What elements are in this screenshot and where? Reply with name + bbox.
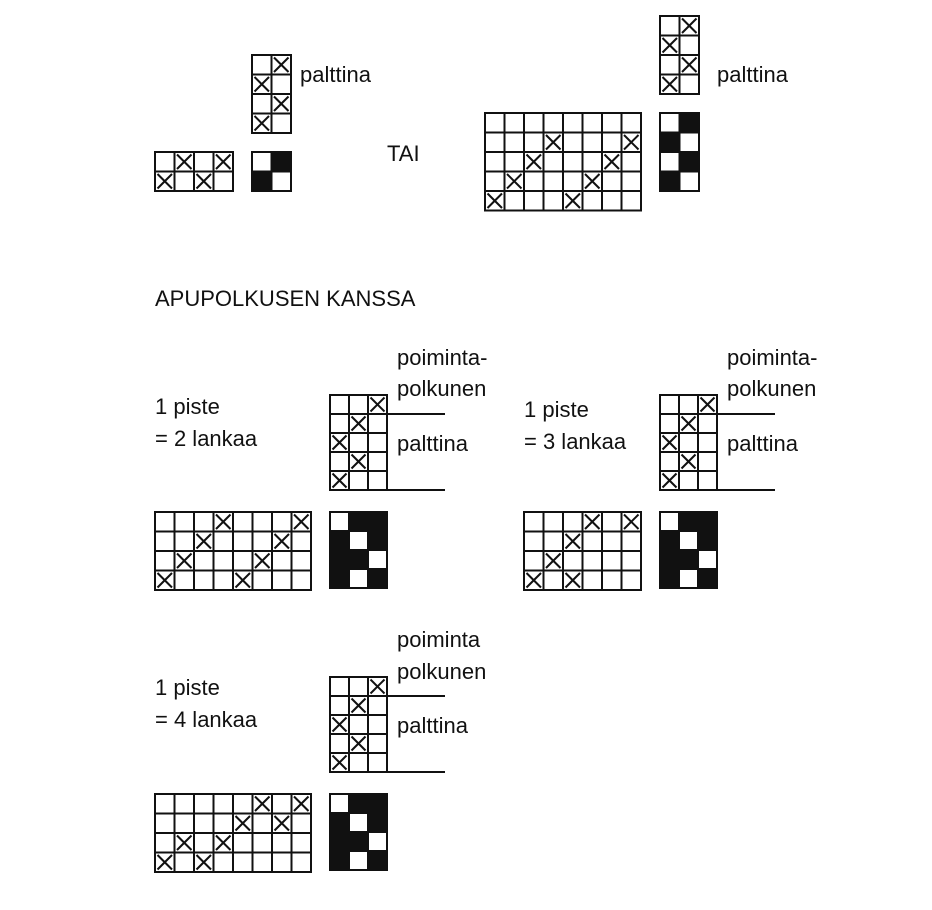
empty-cell <box>253 571 273 591</box>
empty-cell <box>155 152 175 172</box>
empty-cell <box>660 512 679 531</box>
b-pick-label-line2: polkunen <box>727 376 817 401</box>
empty-cell <box>175 512 195 532</box>
empty-cell <box>272 512 292 532</box>
empty-cell <box>214 571 234 591</box>
filled-cell <box>252 172 272 192</box>
filled-cell <box>349 512 368 531</box>
empty-cell <box>253 853 273 873</box>
empty-cell <box>330 734 349 753</box>
b-tieup-grid <box>660 395 717 490</box>
filled-cell <box>368 512 387 531</box>
empty-cell <box>583 113 603 133</box>
c-pick-label-line1: poiminta <box>397 627 481 652</box>
empty-cell <box>622 191 642 211</box>
empty-cell <box>272 75 292 95</box>
empty-cell <box>253 512 273 532</box>
empty-cell <box>349 471 368 490</box>
empty-cell <box>194 814 214 834</box>
empty-cell <box>175 172 195 192</box>
empty-cell <box>524 172 544 192</box>
empty-cell <box>524 551 544 571</box>
empty-cell <box>155 551 175 571</box>
empty-cell <box>563 113 583 133</box>
filled-cell <box>368 531 387 550</box>
b-ratio-label-line1: 1 piste <box>524 397 589 422</box>
filled-cell <box>349 550 368 569</box>
empty-cell <box>544 532 564 552</box>
filled-cell <box>679 550 698 569</box>
b-threading-grid <box>524 512 641 590</box>
a-pick-label-line1: poiminta- <box>397 345 488 370</box>
empty-cell <box>505 191 525 211</box>
empty-cell <box>368 753 387 772</box>
empty-cell <box>349 715 368 734</box>
empty-cell <box>602 133 622 153</box>
empty-cell <box>292 571 312 591</box>
filled-cell <box>330 851 349 870</box>
top-left-threading-grid <box>155 152 233 191</box>
filled-cell <box>330 550 349 569</box>
empty-cell <box>330 452 349 471</box>
empty-cell <box>349 851 368 870</box>
empty-cell <box>292 833 312 853</box>
empty-cell <box>602 551 622 571</box>
empty-cell <box>679 471 698 490</box>
top-left-tieup-grid <box>252 55 291 133</box>
filled-cell <box>330 531 349 550</box>
empty-cell <box>155 512 175 532</box>
top-right-threading-grid <box>485 113 641 211</box>
empty-cell <box>155 833 175 853</box>
empty-cell <box>233 551 253 571</box>
top-right-tieup-label: palttina <box>717 62 788 87</box>
empty-cell <box>272 571 292 591</box>
empty-cell <box>175 571 195 591</box>
empty-cell <box>679 433 698 452</box>
filled-cell <box>660 550 679 569</box>
filled-cell <box>660 133 680 153</box>
empty-cell <box>679 569 698 588</box>
empty-cell <box>563 512 583 532</box>
empty-cell <box>485 152 505 172</box>
filled-cell <box>660 531 679 550</box>
empty-cell <box>660 113 680 133</box>
empty-cell <box>622 152 642 172</box>
empty-cell <box>175 532 195 552</box>
empty-cell <box>330 677 349 696</box>
empty-cell <box>660 55 680 75</box>
empty-cell <box>292 814 312 834</box>
empty-cell <box>622 551 642 571</box>
empty-cell <box>349 569 368 588</box>
c-ratio-label-line2: = 4 lankaa <box>155 707 258 732</box>
top-right-tieup-grid <box>660 16 699 94</box>
top-left-tieup-label: palttina <box>300 62 371 87</box>
filled-cell <box>368 851 387 870</box>
empty-cell <box>602 571 622 591</box>
empty-cell <box>368 433 387 452</box>
empty-cell <box>233 512 253 532</box>
empty-cell <box>349 677 368 696</box>
a-treadling-grid <box>330 512 387 588</box>
c-pick-label-line2: polkunen <box>397 659 487 684</box>
empty-cell <box>292 532 312 552</box>
filled-cell <box>368 569 387 588</box>
empty-cell <box>505 113 525 133</box>
empty-cell <box>660 152 680 172</box>
empty-cell <box>368 832 387 851</box>
empty-cell <box>233 833 253 853</box>
empty-cell <box>330 395 349 414</box>
c-treadling-grid <box>330 794 387 870</box>
empty-cell <box>698 452 717 471</box>
filled-cell <box>272 152 292 172</box>
empty-cell <box>330 414 349 433</box>
a-pick-label-line2: polkunen <box>397 376 487 401</box>
filled-cell <box>680 152 700 172</box>
b-pick-label-line1: poiminta- <box>727 345 818 370</box>
filled-cell <box>330 813 349 832</box>
empty-cell <box>563 133 583 153</box>
empty-cell <box>368 715 387 734</box>
empty-cell <box>349 395 368 414</box>
empty-cell <box>253 814 273 834</box>
empty-cell <box>194 152 214 172</box>
empty-cell <box>622 113 642 133</box>
filled-cell <box>368 794 387 813</box>
empty-cell <box>544 191 564 211</box>
empty-cell <box>252 152 272 172</box>
top-left-treadling-grid <box>252 152 291 191</box>
filled-cell <box>660 172 680 192</box>
empty-cell <box>583 191 603 211</box>
filled-cell <box>330 569 349 588</box>
empty-cell <box>698 414 717 433</box>
filled-cell <box>698 531 717 550</box>
empty-cell <box>175 814 195 834</box>
empty-cell <box>292 551 312 571</box>
b-tabby-label: palttina <box>727 431 798 456</box>
empty-cell <box>660 395 679 414</box>
empty-cell <box>194 571 214 591</box>
empty-cell <box>233 794 253 814</box>
empty-cell <box>660 452 679 471</box>
empty-cell <box>602 191 622 211</box>
empty-cell <box>602 113 622 133</box>
empty-cell <box>368 696 387 715</box>
empty-cell <box>349 531 368 550</box>
empty-cell <box>214 853 234 873</box>
empty-cell <box>253 532 273 552</box>
empty-cell <box>233 532 253 552</box>
empty-cell <box>563 551 583 571</box>
a-ratio-label-line1: 1 piste <box>155 394 220 419</box>
empty-cell <box>544 113 564 133</box>
empty-cell <box>194 833 214 853</box>
empty-cell <box>175 853 195 873</box>
empty-cell <box>583 571 603 591</box>
empty-cell <box>214 794 234 814</box>
empty-cell <box>155 814 175 834</box>
empty-cell <box>155 532 175 552</box>
filled-cell <box>349 794 368 813</box>
empty-cell <box>583 152 603 172</box>
empty-cell <box>368 471 387 490</box>
empty-cell <box>524 133 544 153</box>
a-tabby-label: palttina <box>397 431 468 456</box>
a-tieup-grid <box>330 395 387 490</box>
empty-cell <box>583 133 603 153</box>
empty-cell <box>272 114 292 134</box>
empty-cell <box>252 55 272 75</box>
empty-cell <box>272 853 292 873</box>
empty-cell <box>602 532 622 552</box>
empty-cell <box>349 813 368 832</box>
top-right-treadling-grid <box>660 113 699 191</box>
or-label: TAI <box>387 141 420 166</box>
empty-cell <box>330 696 349 715</box>
empty-cell <box>563 152 583 172</box>
c-tieup-grid <box>330 677 387 772</box>
empty-cell <box>563 172 583 192</box>
empty-cell <box>194 551 214 571</box>
filled-cell <box>680 113 700 133</box>
empty-cell <box>679 531 698 550</box>
empty-cell <box>544 152 564 172</box>
empty-cell <box>524 512 544 532</box>
empty-cell <box>214 814 234 834</box>
empty-cell <box>680 172 700 192</box>
empty-cell <box>680 133 700 153</box>
empty-cell <box>698 550 717 569</box>
a-threading-grid <box>155 512 311 590</box>
empty-cell <box>505 152 525 172</box>
empty-cell <box>524 532 544 552</box>
empty-cell <box>330 512 349 531</box>
empty-cell <box>368 414 387 433</box>
empty-cell <box>194 794 214 814</box>
empty-cell <box>368 550 387 569</box>
empty-cell <box>349 433 368 452</box>
empty-cell <box>485 172 505 192</box>
empty-cell <box>272 794 292 814</box>
filled-cell <box>679 512 698 531</box>
empty-cell <box>680 36 700 56</box>
empty-cell <box>214 551 234 571</box>
empty-cell <box>272 833 292 853</box>
empty-cell <box>698 471 717 490</box>
empty-cell <box>253 833 273 853</box>
empty-cell <box>583 532 603 552</box>
section-title: APUPOLKUSEN KANSSA <box>155 286 416 311</box>
empty-cell <box>622 172 642 192</box>
c-threading-grid <box>155 794 311 872</box>
empty-cell <box>155 794 175 814</box>
empty-cell <box>583 551 603 571</box>
empty-cell <box>544 571 564 591</box>
empty-cell <box>524 113 544 133</box>
empty-cell <box>680 75 700 95</box>
empty-cell <box>272 172 292 192</box>
c-ratio-label-line1: 1 piste <box>155 675 220 700</box>
empty-cell <box>252 94 272 114</box>
empty-cell <box>544 172 564 192</box>
c-tabby-label: palttina <box>397 713 468 738</box>
filled-cell <box>698 512 717 531</box>
empty-cell <box>485 133 505 153</box>
empty-cell <box>368 734 387 753</box>
empty-cell <box>292 853 312 873</box>
empty-cell <box>505 133 525 153</box>
empty-cell <box>602 512 622 532</box>
empty-cell <box>660 414 679 433</box>
filled-cell <box>698 569 717 588</box>
filled-cell <box>368 813 387 832</box>
filled-cell <box>330 832 349 851</box>
filled-cell <box>349 832 368 851</box>
empty-cell <box>175 794 195 814</box>
empty-cell <box>485 113 505 133</box>
empty-cell <box>602 172 622 192</box>
b-ratio-label-line2: = 3 lankaa <box>524 429 627 454</box>
empty-cell <box>349 753 368 772</box>
empty-cell <box>622 571 642 591</box>
empty-cell <box>214 172 234 192</box>
empty-cell <box>214 532 234 552</box>
empty-cell <box>524 191 544 211</box>
empty-cell <box>233 853 253 873</box>
empty-cell <box>660 16 680 36</box>
empty-cell <box>330 794 349 813</box>
empty-cell <box>679 395 698 414</box>
empty-cell <box>272 551 292 571</box>
b-treadling-grid <box>660 512 717 588</box>
empty-cell <box>698 433 717 452</box>
empty-cell <box>368 452 387 471</box>
empty-cell <box>622 532 642 552</box>
empty-cell <box>544 512 564 532</box>
a-ratio-label-line2: = 2 lankaa <box>155 426 258 451</box>
filled-cell <box>660 569 679 588</box>
empty-cell <box>194 512 214 532</box>
